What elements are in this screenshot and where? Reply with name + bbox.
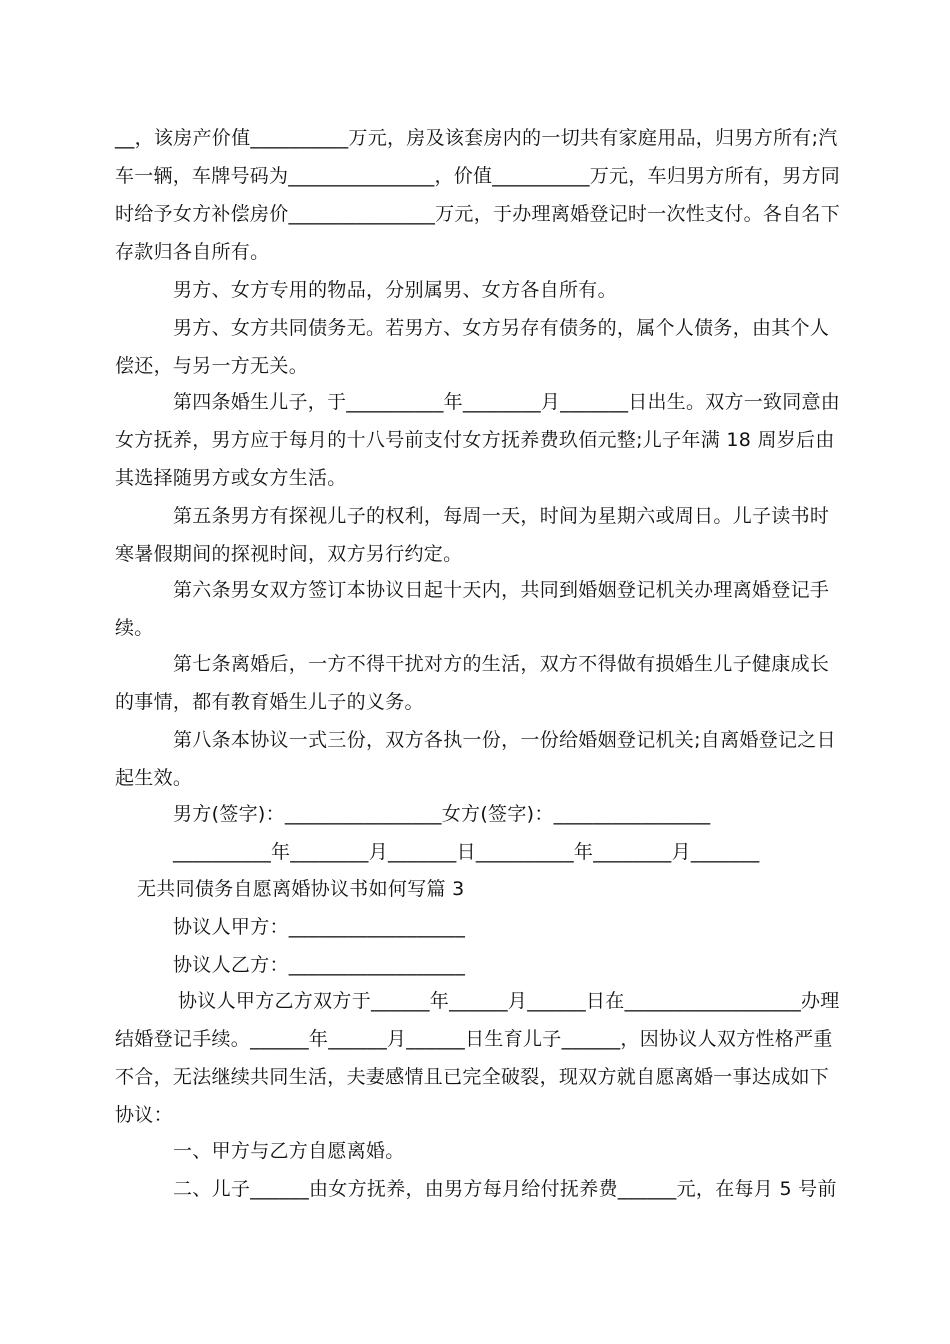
text-line: 女方抚养，男方应于每月的十八号前支付女方抚养费玖佰元整;儿子年满 18 周岁后由 — [115, 429, 835, 451]
text-line: __，该房产价值__________万元，房及该套房内的一切共有家庭用品，归男方所有;汽 — [115, 127, 838, 149]
text-line: 协议人甲方乙方双方于______年______月______日在__________________办理 — [178, 990, 840, 1012]
text-line: 男方、女方专用的物品，分别属男、女方各自所有。 — [173, 279, 617, 301]
text-line: 男方、女方共同债务无。若男方、女方另存有债务的，属个人债务，由其个人 — [173, 317, 830, 339]
section-heading: 无共同债务自愿离婚协议书如何写篇 3 — [137, 878, 465, 900]
text-line: 第八条本协议一式三份，双方各执一份，一份给婚姻登记机关;自离婚登记之日 — [173, 729, 836, 751]
text-line: 时给予女方补偿房价_______________万元，于办理离婚登记时一次性支付。各自名下 — [115, 203, 840, 225]
text-line: 第四条婚生儿子，于__________年________月_______日出生。双方一致同意由 — [173, 391, 840, 413]
text-line: 存款归各自所有。 — [115, 241, 270, 263]
text-line: 第七条离婚后，一方不得干扰对方的生活，双方不得做有损婚生儿子健康成长 — [173, 653, 830, 675]
text-line: 偿还，与另一方无关。 — [115, 355, 309, 377]
text-line: 二、儿子______由女方抚养，由男方每月给付抚养费______元，在每月 5 号前 — [173, 1178, 837, 1200]
text-line: 起生效。 — [115, 767, 193, 789]
party-a-line: 协议人甲方：__________________ — [173, 916, 466, 938]
text-line: 寒暑假期间的探视时间，双方另行约定。 — [115, 543, 463, 565]
signature-line: 男方(签字)：________________女方(签字)：________________ — [173, 803, 711, 825]
text-line: 第五条男方有探视儿子的权利，每周一天，时间为星期六或周日。儿子读书时 — [173, 505, 830, 527]
date-line: __________年________月_______日__________年________月_______ — [173, 841, 760, 863]
text-line: 车一辆，车牌号码为_______________，价值__________万元，车归男方所有，男方同 — [115, 165, 840, 187]
party-b-line: 协议人乙方：__________________ — [173, 954, 466, 976]
text-line: 协议： — [115, 1104, 173, 1126]
text-line: 其选择随男方或女方生活。 — [115, 467, 347, 489]
text-line: 第六条男女双方签订本协议日起十天内，共同到婚姻登记机关办理离婚登记手 — [173, 579, 830, 601]
text-line: 的事情，都有教育婚生儿子的义务。 — [115, 691, 424, 713]
text-line: 一、甲方与乙方自愿离婚。 — [173, 1140, 405, 1162]
text-line: 续。 — [115, 617, 154, 639]
text-line: 结婚登记手续。______年______月______日生育儿子______，因协议人双方性格严重 — [115, 1028, 833, 1050]
text-line: 不合，无法继续共同生活，夫妻感情且已完全破裂，现双方就自愿离婚一事达成如下 — [115, 1066, 830, 1088]
